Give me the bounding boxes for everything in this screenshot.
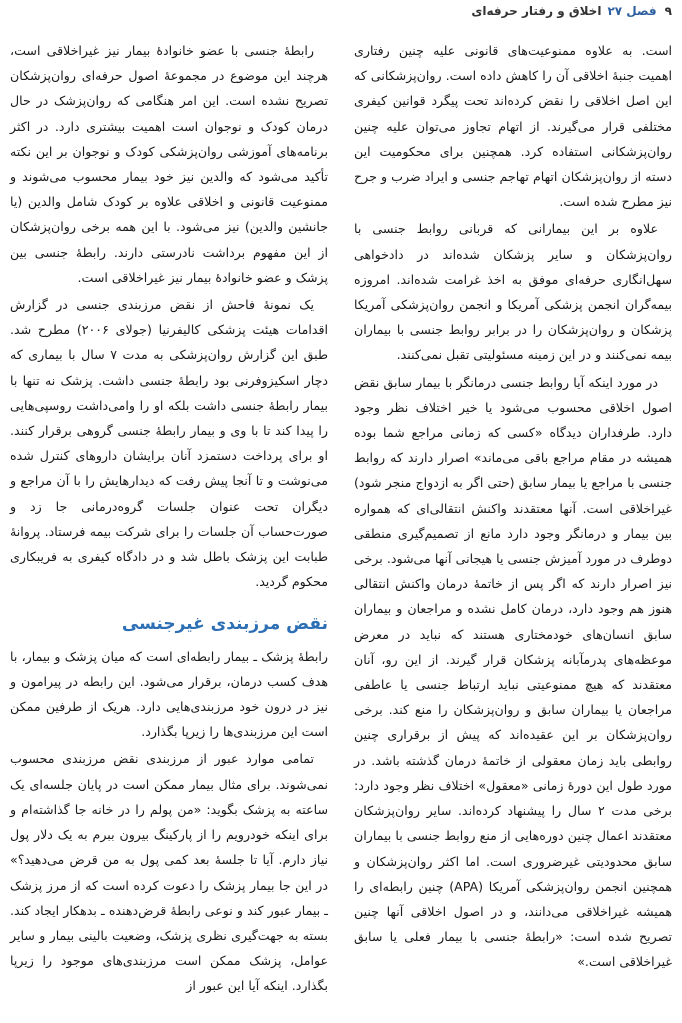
body-paragraph: تمامی موارد عبور از مرزبندی نقض مرزبندی محسوب نمی‌شوند. برای مثال بیمار ممکن است در پایان جلسه‌ای یک ساعته به پزشک بگوید: «من پولم را در خانه جا گذاشته‌ام و برای اینکه خودرویم را از پارکینگ بیرون ببرم به یک دلار پول نیاز دارم. آیا تا جلسهٔ بعد کمی پول به من قرض می‌دهید؟» در این جا بیمار پزشک را دعوت کرده است که از مرز پزشک ـ بیمار عبور کند و نوعی رابطهٔ قرض‌دهنده ـ بدهکار ایجاد کند. بسته به جهت‌گیری نظری پزشک، وضعیت بالینی بیمار و سایر عوامل، پزشک ممکن است مرزبندی‌های موجود را زیرپا بگذارد. اینکه آیا این عبور از <box>10 751 328 994</box>
body-paragraph: رابطهٔ جنسی با عضو خانوادهٔ بیمار نیز غیراخلاقی است، هرچند این موضوع در مجموعهٔ اصول حرفه‌ای روان‌پزشکان تصریح نشده است. این امر هنگامی که روان‌پزشک در حال درمان کودک و نوجوان است اهمیت بیشتری دارد. در اکثر برنامه‌های آموزشی روان‌پزشکی کودک و نوجوان بر این نکته تأکید می‌شود که والدین نیز خود بیمار محسوب می‌شوند و ممنوعیت قانونی و اخلاقی علاوه بر کودک شامل والدین (یا جانشین والدین) نیز می‌شود. با این همه برخی روان‌پزشکان از این مفهوم برداشت نادرستی دارند. رابطهٔ جنسی بین پزشک و عضو خانوادهٔ بیمار نیز غیراخلاقی است. <box>10 43 328 285</box>
page-number: ۹ <box>664 4 672 18</box>
section-heading: نقض مرزبندی غیرجنسی <box>121 614 328 635</box>
body-paragraph: یک نمونهٔ فاحش از نقض مرزبندی جنسی در گزارش اقدامات هیئت پزشکی کالیفرنیا (جولای ۲۰۰۶) مطرح شد. طبق این گزارش روان‌پزشکی به مدت ۷ سال با بیماری که دچار اسکیزوفرنی بود رابطهٔ جنسی داشت. پزشک نه تنها با بیمار رابطهٔ جنسی داشت بلکه او را وامی‌داشت روسپی‌هایی را پیدا کند تا با وی و بیمار رابطهٔ جنسی گروهی برقرار کنند. او برای پرداخت دستمزد آنان برایشان داروهای کنترل شده می‌نوشت و تا آنجا پیش رفت که دیدارهایش را با آن مراجع و دیگران تحت عنوان جلسات گروه‌درمانی جا زد و صورت‌حساب آن جلسات را برای شرکت بیمه فرستاد. پروانهٔ طبابت این پزشک باطل شد و در دادگاه کیفری به فریبکاری محکوم گردید. <box>10 297 328 590</box>
page-header <box>0 0 682 22</box>
left-column <box>10 38 328 1001</box>
right-column <box>354 38 672 977</box>
chapter-label: فصل ۲۷ <box>607 4 657 18</box>
chapter-title: اخلاق و رفتار حرفه‌ای <box>471 4 602 18</box>
body-paragraph: است. به علاوه ممنوعیت‌های قانونی علیه چنین رفتاری اهمیت جنبهٔ اخلاقی آن را کاهش داده است. روان‌پزشکانی که این اصل اخلاقی را نقض کرده‌اند تحت پیگرد قوانین کیفری مختلفی قرار می‌گیرند. از اتهام تجاوز می‌توان علیه چنین روان‌پزشکانی استفاده کرد. همچنین برای محکومیت این دسته از روان‌پزشکان اتهام تهاجم جنسی و ایراد ضرب و جرح نیز مطرح شده است. <box>354 43 672 210</box>
body-paragraph: رابطهٔ پزشک ـ بیمار رابطه‌ای است که میان پزشک و بیمار، با هدف کسب درمان، برقرار می‌شود. این رابطه در پیرامون و نیز در درون خود مرزبندی‌هایی دارد. هریک از طرفین ممکن است این مرزبندی‌ها را زیرپا بگذارد. <box>10 648 328 740</box>
body-paragraph: علاوه بر این بیمارانی که قربانی روابط جنسی با روان‌پزشکان و سایر پزشکان شده‌اند در دادخواهی سهل‌انگاری حرفه‌ای موفق به اخذ غرامت شده‌اند. امروزه بیمه‌گران انجمن پزشکی آمریکا و انجمن روان‌پزشکی آمریکا پزشکان و روان‌پزشکان را در برابر روابط جنسی با بیماران بیمه نمی‌کنند و در این زمینه مسئولیتی تقبل نمی‌کنند. <box>354 221 672 363</box>
body-paragraph: در مورد اینکه آیا روابط جنسی درمانگر با بیمار سابق نقض اصول اخلاقی محسوب می‌شود یا خیر اختلاف نظر وجود دارد. طرفداران دیدگاه «کسی که زمانی مراجع شما بوده همیشه در مقام مراجع باقی می‌ماند» اصرار دارند که روابط جنسی با مراجع یا بیمار سابق (حتی اگر به ازدواج منجر شود) غیراخلاقی است. آنها معتقدند واکنش انتقالی‌ای که همواره بین بیمار و درمانگر وجود دارد مانع از تصمیم‌گیری منطقی دوطرف در مورد آمیزش جنسی یا هیجانی آنها می‌شود. برخی نیز اصرار دارند که اگر پس از خاتمهٔ درمان واکنش انتقالی هنوز هم وجود دارد، درمان کامل نشده و مراجعان و بیماران سابق انسان‌های خودمختاری هستند که نباید در معرض موعظه‌های پدرمآبانه پزشکان قرار گیرند. از این رو، آنان معتقدند که هیچ ممنوعیتی نباید ارتباط جنسی یا عاطفی مراجعان یا بیماران سابق و روان‌پزشکان را منع کند. برخی روان‌پزشکان بر این عقیده‌اند که پیش از برقراری چنین روابطی باید زمان معقولی از خاتمهٔ درمان گذشته باشد. در مورد طول این دورهٔ زمانی «معقول» اختلاف نظر وجود دارد: برخی مدت ۲ سال را پیشنهاد کرده‌اند. سایر روان‌پزشکان معتقدند اعمال چنین دوره‌هایی از منع روابط جنسی با بیماران سابق محدودیتی غیرضروری است. اما اکثر روان‌پزشکان و همچنین انجمن روان‌پزشکی آمریکا (APA) چنین رابطه‌ای را همیشه غیراخلاقی می‌دانند، و در اصول اخلاقی آنها چنین تصریح شده است: «رابطهٔ جنسی با بیمار فعلی یا سابق غیراخلاقی است.» <box>354 374 672 970</box>
